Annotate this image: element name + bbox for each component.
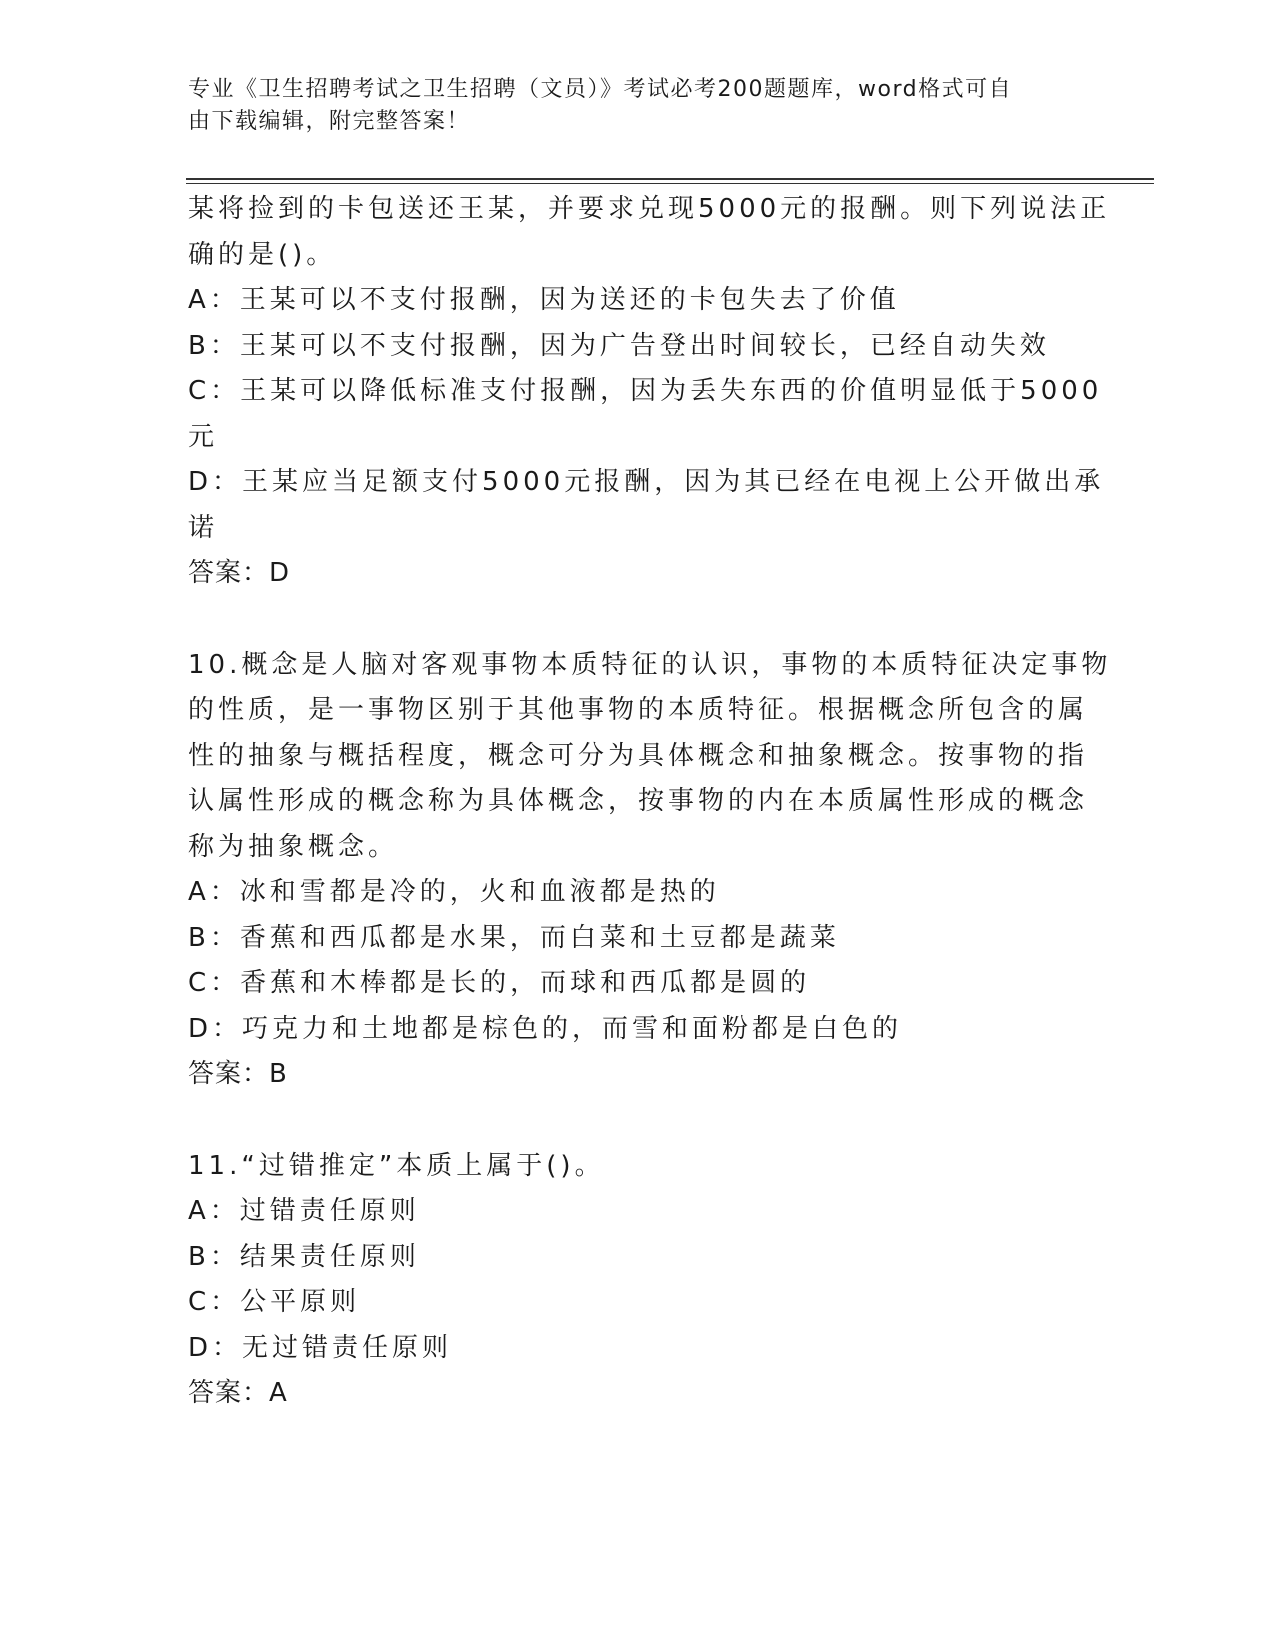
question-stem-line: 确的是()。	[188, 239, 337, 270]
question-stem-line: 的性质，是一事物区别于其他事物的本质特征。根据概念所包含的属	[188, 695, 1089, 725]
answer-label: 答案：A	[188, 1378, 288, 1408]
question-stem-line: 10.概念是人脑对客观事物本质特征的认识，事物的本质特征决定事物	[188, 649, 1112, 680]
option-b: B：结果责任原则	[188, 1241, 420, 1272]
header-line-1: 专业《卫生招聘考试之卫生招聘（文员）》考试必考200题题库，word格式可自	[188, 77, 1013, 102]
header-line-2: 由下载编辑，附完整答案！	[188, 109, 471, 134]
option-d: D：王某应当足额支付5000元报酬，因为其已经在电视上公开做出承	[188, 467, 1105, 497]
option-c: C：香蕉和木棒都是长的，而球和西瓜都是圆的	[188, 968, 811, 998]
question-stem-line: 性的抽象与概括程度，概念可分为具体概念和抽象概念。按事物的指	[188, 740, 1089, 771]
question-stem-line: 某将捡到的卡包送还王某，并要求兑现5000元的报酬。则下列说法正	[188, 194, 1111, 224]
document-body	[188, 187, 1112, 1417]
option-d-continued: 诺	[188, 512, 219, 543]
question-10	[188, 643, 1112, 1098]
option-d: D：巧克力和土地都是棕色的，而雪和面粉都是白色的	[188, 1013, 903, 1044]
option-c: C：王某可以降低标准支付报酬，因为丢失东西的价值明显低于5000	[188, 376, 1103, 406]
option-c: C：公平原则	[188, 1287, 361, 1317]
option-d: D：无过错责任原则	[188, 1332, 453, 1363]
option-a: A：王某可以不支付报酬，因为送还的卡包失去了价值	[188, 285, 900, 315]
option-a: A：冰和雪都是冷的，火和血液都是热的	[188, 877, 720, 907]
answer-label: 答案：D	[188, 558, 291, 588]
question-11	[188, 1144, 1068, 1417]
option-c-continued: 元	[188, 421, 219, 452]
option-b: B：香蕉和西瓜都是水果，而白菜和土豆都是蔬菜	[188, 922, 840, 953]
option-b: B：王某可以不支付报酬，因为广告登出时间较长，已经自动失效	[188, 330, 1050, 361]
option-a: A：过错责任原则	[188, 1196, 420, 1226]
question-9	[188, 187, 1111, 597]
page-header	[188, 74, 1068, 138]
question-spacer	[188, 597, 1068, 643]
question-stem-line: 认属性形成的概念称为具体概念，按事物的内在本质属性形成的概念	[188, 786, 1089, 816]
question-stem-line: 11.“过错推定”本质上属于()。	[188, 1150, 605, 1181]
header-divider-thin	[186, 183, 1154, 184]
question-spacer	[188, 1098, 1068, 1144]
answer-label: 答案：B	[188, 1059, 288, 1089]
question-stem-line: 称为抽象概念。	[188, 831, 399, 862]
header-divider	[186, 178, 1154, 180]
